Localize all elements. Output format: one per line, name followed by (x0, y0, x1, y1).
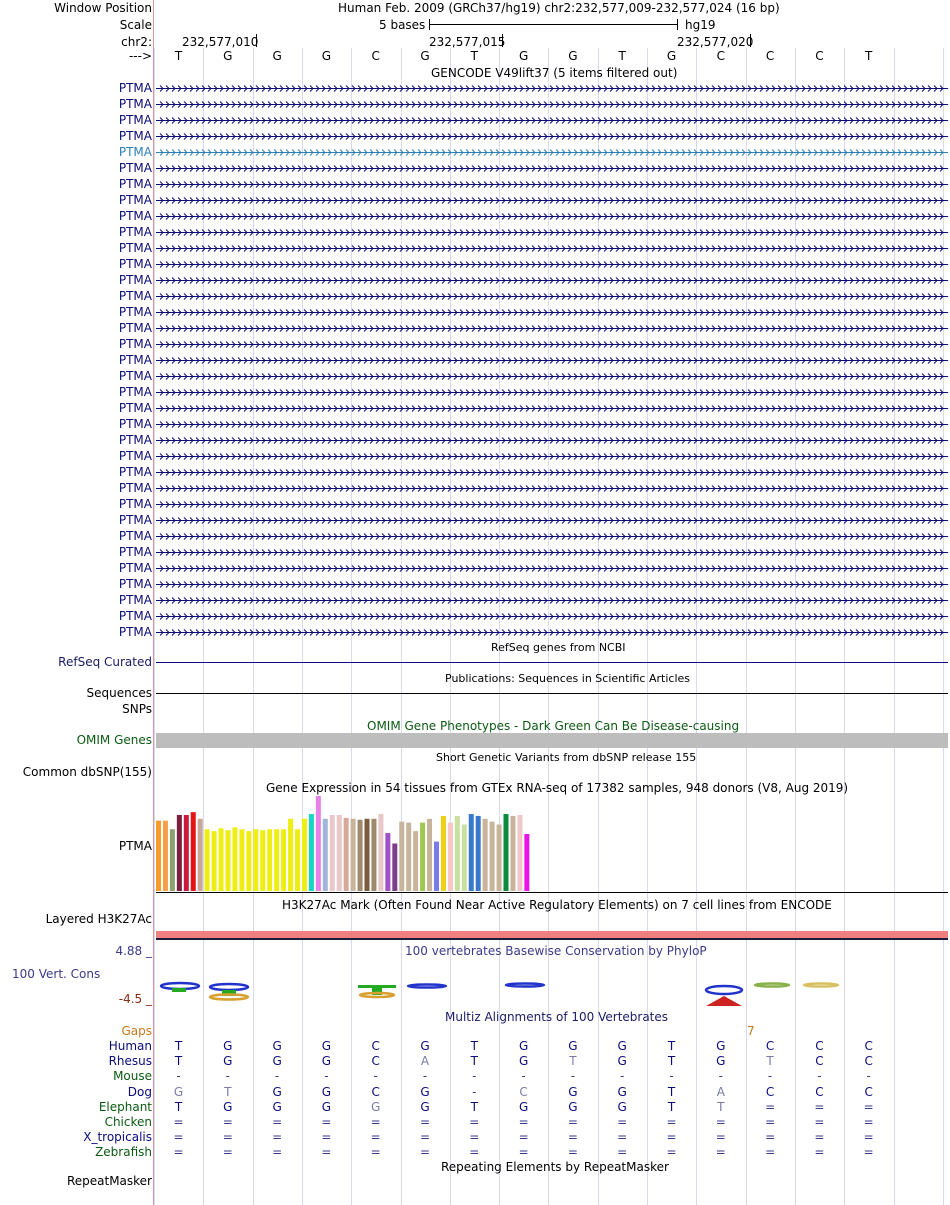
gencode-transcript-label[interactable]: PTMA (118, 305, 152, 319)
alignment-base: G (617, 1084, 627, 1099)
alignment-base: = (518, 1130, 529, 1145)
alignment-base: G (716, 1054, 726, 1069)
alignment-base: - (620, 1069, 625, 1084)
scale-text: 5 bases (379, 18, 426, 32)
alignment-base: = (715, 1145, 726, 1160)
alignment-base: G (223, 1054, 233, 1069)
alignment-base: T (470, 1054, 478, 1069)
alignment-base: G (321, 1099, 332, 1114)
alignment-base: G (568, 1099, 578, 1114)
alignment-base: C (519, 1084, 528, 1099)
alignment-base: G (321, 1054, 332, 1069)
dbsnp-label[interactable]: Common dbSNP(155) (22, 765, 152, 779)
alignment-base: T (667, 1099, 676, 1114)
alignment-base: G (420, 1039, 430, 1053)
alignment-base: = (567, 1145, 578, 1160)
alignment-base: - (767, 1069, 773, 1084)
alignment-base: = (617, 1145, 628, 1160)
alignment-base: C (371, 1084, 380, 1099)
alignment-base: G (173, 1084, 184, 1099)
gencode-transcript-label[interactable]: PTMA (118, 273, 152, 287)
alignment-base: - (817, 1069, 822, 1084)
strand-label: ---> (128, 49, 152, 63)
repeatmasker-title: Repeating Elements by RepeatMasker (441, 1160, 669, 1174)
reference-base: C (815, 49, 824, 63)
alignment-base: A (420, 1054, 430, 1069)
alignment-base: = (863, 1145, 874, 1160)
alignment-base: = (666, 1145, 677, 1160)
alignment-base: = (863, 1099, 874, 1114)
alignment-base: C (864, 1039, 873, 1053)
alignment-base: = (222, 1115, 233, 1129)
window-position-value: Human Feb. 2009 (GRCh37/hg19) chr2:232,577,009-232,577,024 (16 bp) (338, 1, 780, 15)
reference-base: T (865, 49, 873, 63)
alignment-base: - (422, 1069, 428, 1084)
chrom-label: chr2: (121, 35, 152, 49)
alignment-base: T (569, 1054, 577, 1069)
reference-base: G (420, 49, 430, 63)
alignment-base: = (321, 1145, 332, 1160)
alignment-base: = (666, 1130, 677, 1145)
alignment-base: = (617, 1115, 628, 1129)
gencode-transcript-label[interactable]: PTMA (118, 241, 152, 255)
alignment-base: = (272, 1130, 283, 1145)
alignment-base: = (469, 1145, 480, 1160)
alignment-base: C (864, 1084, 873, 1099)
alignment-base: = (814, 1115, 825, 1129)
alignment-base: = (419, 1145, 431, 1160)
alignment-base: G (617, 1039, 627, 1053)
multiz-species-label[interactable]: Human (108, 1039, 152, 1053)
gencode-transcript-label[interactable]: PTMA (118, 465, 152, 479)
alignment-base: = (814, 1130, 825, 1145)
alignment-base: = (173, 1145, 184, 1160)
reference-base: T (618, 49, 626, 63)
reference-base: G (272, 49, 282, 63)
alignment-base: = (617, 1130, 628, 1145)
gencode-transcript-label[interactable]: PTMA (118, 481, 152, 495)
alignment-base: - (274, 1069, 280, 1084)
gencode-transcript-label[interactable]: PTMA (118, 161, 152, 175)
alignment-base: - (176, 1069, 181, 1084)
gencode-transcript-label[interactable]: PTMA (118, 113, 152, 127)
alignment-base: T (174, 1054, 183, 1069)
alignment-base: = (666, 1115, 677, 1129)
snps-label[interactable]: SNPs (122, 702, 152, 716)
alignment-base: = (765, 1130, 776, 1145)
alignment-base: = (567, 1130, 578, 1145)
gencode-transcript-label[interactable]: PTMA (118, 321, 152, 335)
alignment-base: G (518, 1054, 529, 1069)
publications-label[interactable]: Sequences (86, 686, 152, 700)
publications-title: Publications: Sequences in Scientific Articles (445, 672, 690, 685)
alignment-base: G (223, 1039, 233, 1053)
reference-base: C (716, 49, 725, 63)
gencode-transcript-label[interactable]: PTMA (118, 529, 152, 543)
alignment-base: = (765, 1099, 776, 1114)
alignment-base: C (864, 1054, 873, 1069)
tick-label: 232,577,015 (429, 35, 506, 49)
alignment-base: T (766, 1054, 774, 1069)
alignment-base: G (371, 1099, 381, 1114)
alignment-base: G (617, 1054, 627, 1069)
gtex-label[interactable]: PTMA (118, 839, 152, 853)
gencode-transcript-label[interactable]: PTMA (118, 401, 152, 415)
gencode-transcript-label[interactable]: PTMA (118, 177, 152, 191)
alignment-base: T (667, 1084, 676, 1099)
alignment-base: G (617, 1099, 627, 1114)
alignment-base: = (469, 1115, 480, 1129)
alignment-base: = (518, 1145, 529, 1160)
alignment-base: = (419, 1130, 431, 1145)
reference-base: G (666, 49, 677, 63)
tick-label: 232,577,020 (677, 35, 754, 49)
alignment-base: G (272, 1039, 282, 1053)
gencode-transcript-label[interactable]: PTMA (118, 193, 152, 207)
reference-base: G (518, 49, 529, 63)
gencode-transcript-label[interactable]: PTMA (118, 513, 152, 527)
reference-base: T (470, 49, 478, 63)
alignment-base: = (272, 1145, 283, 1160)
alignment-base: G (716, 1039, 726, 1053)
alignment-base: = (715, 1130, 726, 1145)
alignment-base: T (717, 1099, 725, 1114)
alignment-base: = (518, 1115, 529, 1129)
gap-marker: 7 (747, 1024, 755, 1038)
reference-base: G (321, 49, 332, 63)
alignment-base: C (765, 1084, 775, 1099)
reference-base: T (174, 49, 183, 63)
alignment-base: - (718, 1069, 723, 1084)
gencode-transcript-label[interactable]: PTMA (118, 449, 152, 463)
phylop-min-label: -4.5 _ (118, 992, 152, 1006)
alignment-base: - (225, 1069, 230, 1084)
refseq-title: RefSeq genes from NCBI (491, 641, 626, 654)
alignment-base: T (174, 1039, 183, 1053)
alignment-base: = (321, 1130, 332, 1145)
alignment-base: C (371, 1039, 380, 1053)
gtex-title: Gene Expression in 54 tissues from GTEx RNA-seq of 17382 samples, 948 donors (V8, Aug 2019) (266, 781, 849, 795)
refseq-label[interactable]: RefSeq Curated (58, 655, 152, 669)
alignment-base: C (815, 1054, 824, 1069)
alignment-base: = (814, 1145, 825, 1160)
alignment-base: = (765, 1115, 776, 1129)
alignment-base: G (272, 1099, 282, 1114)
alignment-base: = (370, 1115, 381, 1129)
alignment-base: A (716, 1084, 725, 1099)
alignment-base: = (370, 1130, 381, 1145)
multiz-species-label[interactable]: Dog (127, 1084, 152, 1099)
label-separator (153, 0, 154, 1205)
gencode-transcript-label[interactable]: PTMA (118, 593, 152, 607)
alignment-base: = (222, 1130, 233, 1145)
gencode-title: GENCODE V49lift37 (5 items filtered out) (431, 66, 678, 80)
alignment-base: C (765, 1039, 775, 1053)
window-position-label: Window Position (54, 1, 152, 15)
gencode-transcript-label[interactable]: PTMA (118, 577, 152, 591)
h3k27ac-title: H3K27Ac Mark (Often Found Near Active Regulatory Elements) on 7 cell lines from ENCODE (282, 898, 832, 912)
multiz-species-label[interactable]: Chicken (104, 1115, 152, 1129)
alignment-base: C (371, 1054, 380, 1069)
alignment-base: G (420, 1084, 430, 1099)
gencode-transcript-label[interactable]: PTMA (118, 561, 152, 575)
alignment-base: = (863, 1130, 874, 1145)
gencode-transcript-label[interactable]: PTMA (118, 129, 152, 143)
gencode-transcript-label[interactable]: PTMA (118, 81, 152, 95)
alignment-base: = (715, 1115, 726, 1129)
gencode-transcript-label[interactable]: PTMA (118, 545, 152, 559)
gencode-transcript-label[interactable]: PTMA (118, 385, 152, 399)
gencode-transcript-label[interactable]: PTMA (118, 433, 152, 447)
alignment-base: G (568, 1039, 578, 1053)
reference-base: C (371, 49, 380, 63)
alignment-base: = (469, 1130, 480, 1145)
multiz-species-label[interactable]: Elephant (98, 1099, 152, 1114)
gencode-transcript-label[interactable]: PTMA (118, 497, 152, 511)
alignment-base: G (518, 1099, 529, 1114)
alignment-base: G (321, 1039, 332, 1053)
multiz-species-label[interactable]: Zebrafish (95, 1145, 152, 1160)
gencode-transcript-label[interactable]: PTMA (118, 369, 152, 383)
gencode-transcript-label[interactable]: PTMA (118, 289, 152, 303)
dbsnp-title: Short Genetic Variants from dbSNP release 155 (436, 751, 697, 764)
gencode-transcript-label[interactable]: PTMA (118, 145, 152, 159)
alignment-base: = (173, 1130, 184, 1145)
gencode-transcript-label[interactable]: PTMA (118, 417, 152, 431)
alignment-base: - (521, 1069, 526, 1084)
alignment-base: = (419, 1115, 431, 1129)
alignment-base: G (223, 1099, 233, 1114)
multiz-species-label[interactable]: X_tropicalis (83, 1130, 152, 1145)
alignment-base: T (667, 1054, 676, 1069)
alignment-base: = (814, 1099, 825, 1114)
alignment-base: G (420, 1099, 430, 1114)
gaps-label: Gaps (121, 1024, 152, 1038)
repeatmasker-label[interactable]: RepeatMasker (66, 1174, 152, 1188)
alignment-base: C (815, 1084, 824, 1099)
gencode-transcript-label[interactable]: PTMA (118, 353, 152, 367)
alignment-base: G (518, 1039, 529, 1053)
multiz-species-label[interactable]: Mouse (113, 1069, 152, 1084)
omim-label[interactable]: OMIM Genes (76, 733, 152, 747)
alignment-base: = (272, 1115, 283, 1129)
reference-base: G (568, 49, 578, 63)
gencode-transcript-label[interactable]: PTMA (118, 209, 152, 223)
alignment-base: = (321, 1115, 332, 1129)
reference-base: C (765, 49, 775, 63)
alignment-base: - (570, 1069, 576, 1084)
multiz-species-label[interactable]: Rhesus (108, 1054, 152, 1069)
alignment-base: - (324, 1069, 329, 1084)
alignment-base: C (815, 1039, 824, 1053)
alignment-base: - (472, 1069, 477, 1084)
gencode-transcript-label[interactable]: PTMA (118, 337, 152, 351)
alignment-base: T (667, 1039, 676, 1053)
alignment-base: = (173, 1115, 184, 1129)
tick-label: 232,577,010 (182, 35, 259, 49)
alignment-base: G (321, 1084, 332, 1099)
phylop-title: 100 vertebrates Basewise Conservation by PhyloP (405, 944, 707, 958)
assembly-label: hg19 (685, 18, 716, 32)
alignment-base: = (222, 1145, 233, 1160)
reference-base: G (223, 49, 233, 63)
alignment-base: G (568, 1084, 578, 1099)
gencode-transcript-label[interactable]: PTMA (118, 625, 152, 639)
alignment-base: T (224, 1084, 232, 1099)
alignment-base: - (669, 1069, 674, 1084)
alignment-base: - (866, 1069, 871, 1084)
gencode-transcript-label[interactable]: PTMA (118, 257, 152, 271)
alignment-base: T (174, 1099, 183, 1114)
phylop-label[interactable]: 100 Vert. Cons (12, 967, 101, 981)
alignment-base: = (370, 1145, 381, 1160)
alignment-base: G (272, 1084, 282, 1099)
multiz-title: Multiz Alignments of 100 Vertebrates (445, 1010, 669, 1024)
h3k27ac-label[interactable]: Layered H3K27Ac (45, 912, 152, 926)
alignment-base: G (272, 1054, 282, 1069)
alignment-base: = (863, 1115, 874, 1129)
alignment-base: - (472, 1084, 477, 1099)
alignment-base: T (470, 1099, 478, 1114)
gencode-transcript-label[interactable]: PTMA (118, 97, 152, 111)
scale-label: Scale (119, 18, 152, 32)
phylop-max-label: 4.88 _ (115, 944, 152, 958)
gencode-transcript-label[interactable]: PTMA (118, 225, 152, 239)
alignment-base: = (567, 1115, 578, 1129)
alignment-base: T (470, 1039, 478, 1053)
alignment-base: = (765, 1145, 776, 1160)
omim-title: OMIM Gene Phenotypes - Dark Green Can Be Disease-causing (367, 719, 740, 733)
gencode-transcript-label[interactable]: PTMA (118, 609, 152, 623)
alignment-base: - (373, 1069, 378, 1084)
